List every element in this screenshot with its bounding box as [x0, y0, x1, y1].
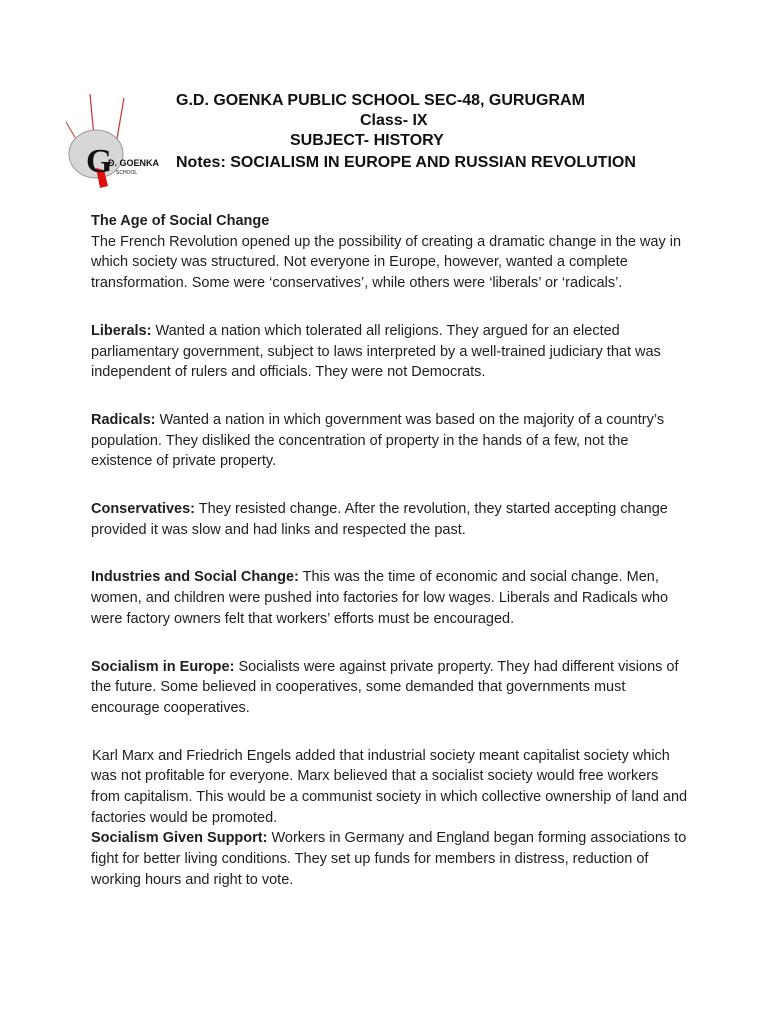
section-text: Workers in Germany and England began forming associations to fight for better living conditions. They set up funds for members in distress, reduction of working hours and right to vote.	[91, 830, 687, 888]
section-heading: The Age of Social Change	[91, 213, 270, 229]
subject-label: SUBJECT- HISTORY	[290, 132, 444, 149]
section-heading: Industries and Social Change:	[91, 569, 299, 586]
section-conservatives	[91, 499, 691, 540]
section-text: Wanted a nation in which government was based on the majority of a country’s population. They disliked the concentration of property in the hands of a few, not the existence of private property.	[91, 411, 665, 470]
section-text: This was the time of economic and social change. Men, women, and children were pushed into factories for low wages. Liberals and Radicals who were factory owners felt that workers’ efforts must be encouraged.	[91, 569, 669, 627]
section-text: Socialists were against private property. They had different visions of the future. Some believed in cooperatives, some demanded that governments must encourage cooperatives.	[91, 658, 679, 716]
section-text: They resisted change. After the revolution, they started accepting change provided it was slow and had links and respected the past.	[91, 501, 668, 538]
section-heading: Socialism in Europe:	[91, 658, 235, 675]
school-name: G.D. GOENKA PUBLIC SCHOOL SEC-48, GURUGRAM	[176, 92, 585, 109]
section-text: Karl Marx and Friedrich Engels added that industrial society meant capitalist society which was not profitable for everyone. Marx believed that a socialist society would free workers from capitalism. This would be a communist society in which collective ownership of land and factories would be promoted.	[91, 747, 688, 826]
section-age-of-social-change	[91, 211, 691, 294]
section-marx-engels	[91, 746, 691, 829]
notes-body	[91, 211, 691, 891]
class-label: Class- IX	[360, 112, 428, 129]
section-text: The French Revolution opened up the possibility of creating a dramatic change in the way in which society was structured. Not everyone in Europe, however, wanted a complete transformation. Some were ‘conservatives’, while others were ‘liberals’ or ‘radicals’.	[91, 233, 682, 292]
svg-text:SCHOOL: SCHOOL	[116, 170, 138, 176]
notes-title: Notes: SOCIALISM IN EUROPE AND RUSSIAN REVOLUTION	[176, 154, 636, 171]
school-logo	[56, 92, 174, 196]
section-heading: Conservatives:	[91, 501, 195, 518]
svg-text:G: G	[86, 143, 113, 180]
section-radicals	[91, 410, 691, 472]
section-heading: Liberals:	[91, 322, 152, 339]
section-industries	[91, 567, 691, 629]
section-socialism-in-europe	[91, 657, 691, 719]
section-liberals	[91, 321, 691, 383]
svg-text:D. GOENKA: D. GOENKA	[108, 158, 160, 168]
section-text: Wanted a nation which tolerated all religions. They argued for an elected parliamentary government, subject to laws interpreted by a well-trained judiciary that was independent of rulers and officials. They were not Democrats.	[91, 322, 661, 381]
section-heading: Socialism Given Support:	[91, 830, 268, 847]
section-heading: Radicals:	[91, 411, 156, 428]
section-socialism-support	[91, 828, 691, 890]
